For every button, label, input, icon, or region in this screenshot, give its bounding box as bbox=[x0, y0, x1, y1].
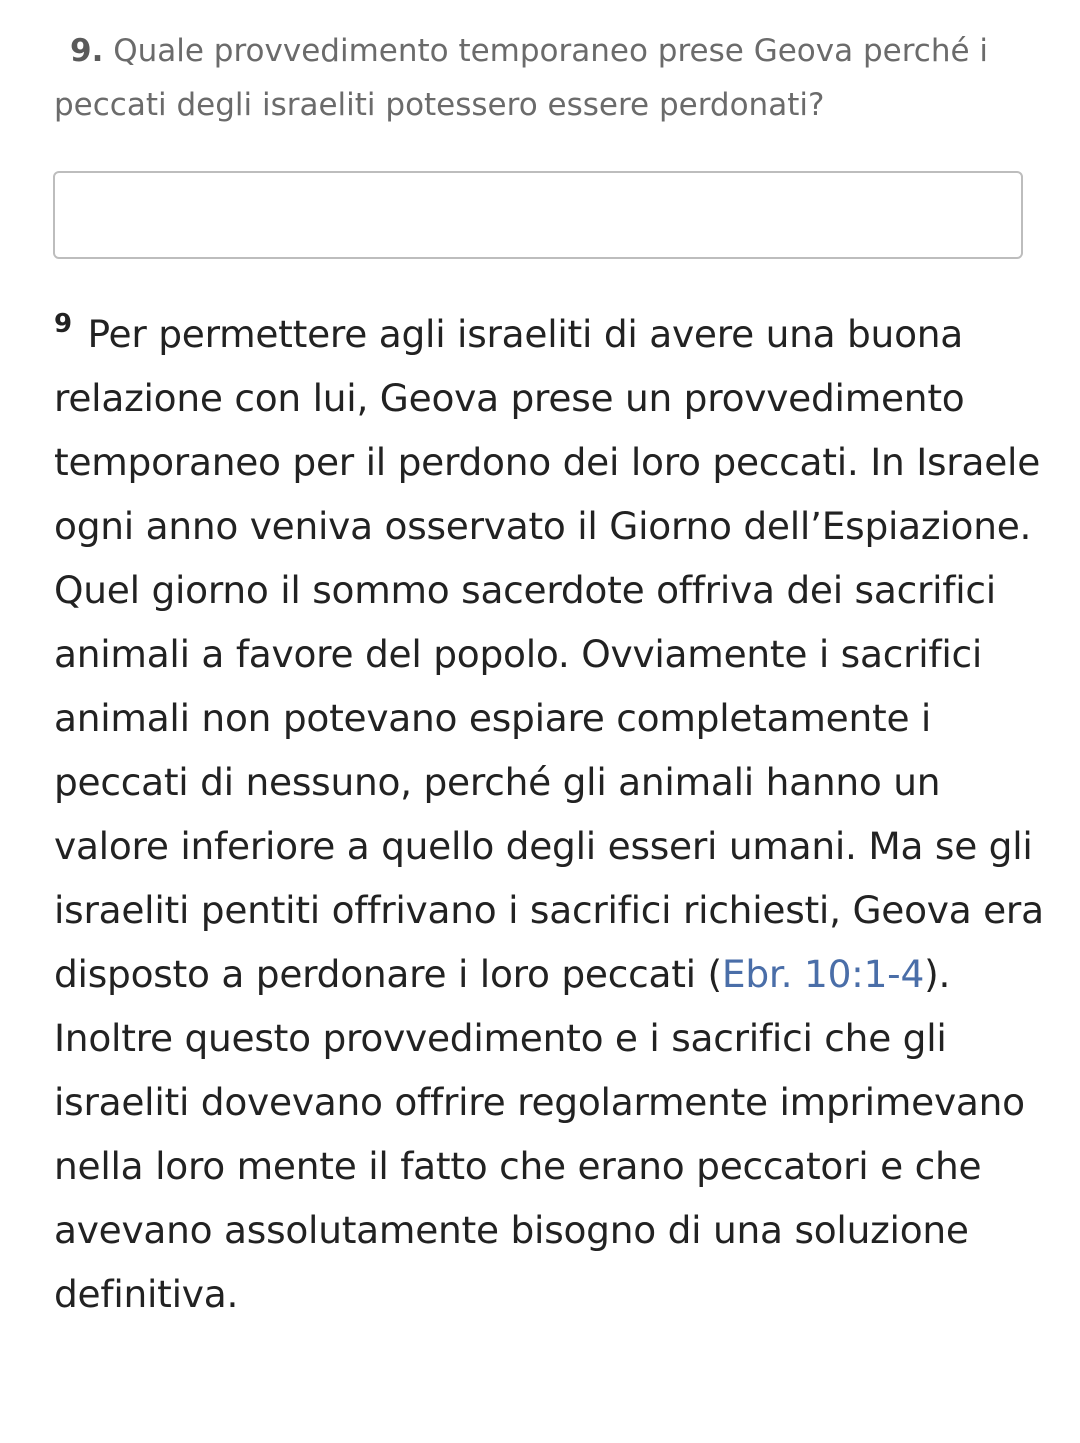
paragraph-text-after: ). Inoltre questo provvedimento e i sacrifici che gli israeliti dovevano offrire regolarmente imprimevano nella loro mente il fatto che erano peccatori e che avevano assolutamente bisogno di una soluzione definitiva. bbox=[54, 952, 1025, 1316]
answer-input[interactable] bbox=[53, 171, 1023, 259]
paragraph-number: 9 bbox=[54, 309, 72, 339]
question-number: 9. bbox=[70, 33, 104, 69]
study-paragraph bbox=[54, 302, 1046, 1326]
question-text: Quale provvedimento temporaneo prese Geova perché i peccati degli israeliti potessero essere perdonati? bbox=[54, 33, 988, 123]
study-question bbox=[54, 24, 1034, 132]
scripture-reference-link[interactable]: Ebr. 10:1-4 bbox=[721, 952, 925, 996]
paragraph-text-before: Per permettere agli israeliti di avere una buona relazione con lui, Geova prese un provvedimento temporaneo per il perdono dei loro peccati. In Israele ogni anno veniva osservato il Giorno dell’Espiazione. Quel giorno il sommo sacerdote offriva dei sacrifici animali a favore del popolo. Ovviamente i sacrifici animali non potevano espiare completamente i peccati di nessuno, perché gli animali hanno un valore inferiore a quello degli esseri umani. Ma se gli israeliti pentiti offrivano i sacrifici richiesti, Geova era disposto a perdonare i loro peccati ( bbox=[54, 312, 1044, 996]
